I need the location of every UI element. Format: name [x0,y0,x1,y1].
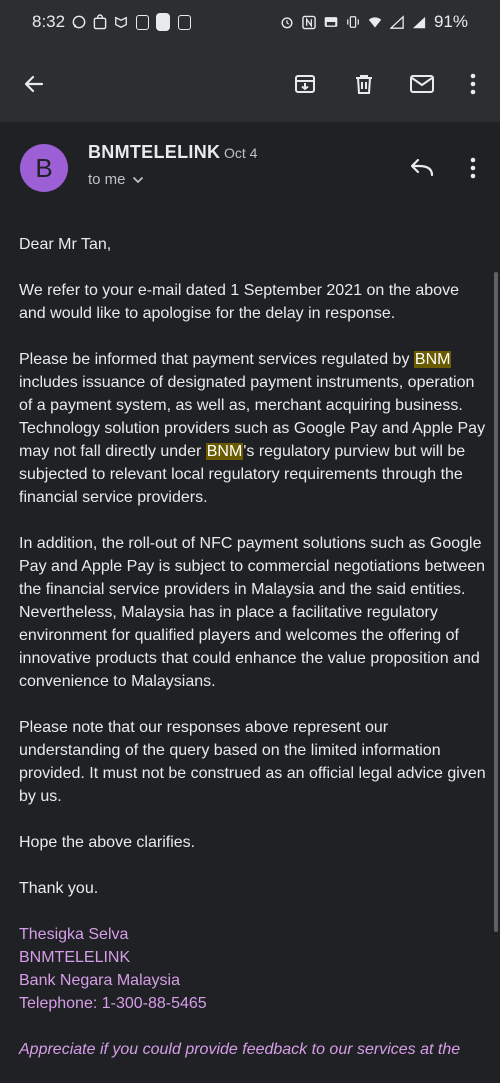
lazada-icon [114,15,128,29]
back-button[interactable] [16,66,52,102]
signature-phone: Telephone: 1-300-88-5465 [19,995,207,1012]
signal-full-icon [412,15,426,29]
email-paragraph-3: In addition, the roll-out of NFC payment solutions such as Google Pay and Apple Pay is subject to commercial negotiations between the financial service providers in Malaysia and the said entities. Nevertheless, Malaysia has in place a facilitative regulatory environment for qualified players and welcomes the offering of innovative products that could enhance the value proposition and convenience to Malaysians. [19,535,486,690]
alarm-icon [280,15,294,29]
signature-name: Thesigka Selva [19,926,129,943]
more-vert-icon [469,156,477,180]
email-paragraph-4: Please note that our responses above represent our understanding of the query based on the limited information provided. It must not be construed as an official legal advice given by us. [19,719,486,805]
email-paragraph-5: Hope the above clarifies. [19,834,196,851]
notification-box-icon [177,15,191,29]
email-paragraph-1: We refer to your e-mail dated 1 September 2021 on the above and would like to apologise for the delay in response. [19,282,459,322]
signature-org: Bank Negara Malaysia [19,972,180,989]
archive-icon [293,72,317,96]
app-icon [156,15,170,29]
email-body [19,233,489,1061]
email-date: Oct 4 [224,145,258,161]
message-more-button[interactable] [457,150,489,186]
mark-unread-button[interactable] [404,66,440,102]
whatsapp-icon [72,15,86,29]
vibrate-icon [346,15,360,29]
recipient-details-toggle[interactable] [88,171,144,188]
email-toolbar [0,44,500,122]
recipient-label: to me [88,171,126,188]
search-highlight: BNM [414,351,451,368]
signature-dept: BNMTELELINK [19,949,131,966]
mail-icon [409,73,435,95]
more-options-button[interactable] [455,66,491,102]
reply-button[interactable] [404,150,440,186]
status-time: 8:32 [32,12,66,31]
shopping-icon [93,15,107,29]
feedback-request: Appreciate if you could provide feedback to our services at the [19,1041,461,1058]
delete-icon [352,72,376,96]
search-highlight: BNM [206,443,243,460]
more-vert-icon [469,72,477,96]
nfc-icon [302,15,316,29]
sender-avatar[interactable]: B [20,144,68,192]
reply-icon [410,158,434,178]
email-signature [19,923,489,1015]
sender-name: BNMTELELINK [88,142,221,162]
volte-icon [324,15,338,29]
arrow-back-icon [22,72,46,96]
battery-level: 91% [433,12,468,31]
status-bar [0,0,500,44]
sim-icon [135,15,149,29]
email-paragraph-2: Please be informed that payment services regulated by BNM includes issuance of designated payment instruments, operation of a payment system, as well as, merchant acquiring business. Technology solution providers such as Google Pay and Apple Pay may not fall directly under BNM's regulatory purview but will be subjected to relevant local regulatory requirements through the financial service providers. [19,351,486,506]
chevron-down-icon [132,176,144,184]
archive-button[interactable] [287,66,323,102]
signal-icon [390,15,404,29]
delete-button[interactable] [346,66,382,102]
email-greeting: Dear Mr Tan, [19,236,112,253]
wifi-icon [368,15,382,29]
email-closing: Thank you. [19,880,99,897]
scrollbar[interactable] [494,272,498,932]
